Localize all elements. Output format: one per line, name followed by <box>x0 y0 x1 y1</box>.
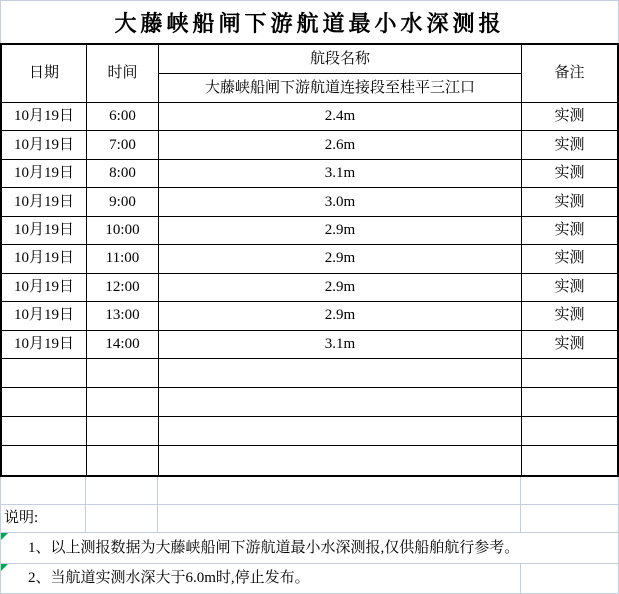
footer-notes-section <box>0 477 619 594</box>
empty-cell[interactable] <box>521 505 618 533</box>
depth-cell[interactable]: 3.1m <box>159 160 522 188</box>
remark-cell[interactable]: 实测 <box>522 131 617 159</box>
empty-cell[interactable] <box>522 359 617 388</box>
date-cell[interactable]: 10月19日 <box>2 160 87 188</box>
date-cell[interactable]: 10月19日 <box>2 302 87 330</box>
depth-cell[interactable]: 2.6m <box>159 131 522 159</box>
header-remark[interactable]: 备注 <box>522 45 617 103</box>
remark-cell[interactable]: 实测 <box>522 274 617 302</box>
empty-cell[interactable] <box>2 359 87 388</box>
empty-cell[interactable] <box>87 446 159 475</box>
empty-cell[interactable] <box>86 505 158 533</box>
empty-cell[interactable] <box>1 477 86 505</box>
depth-cell[interactable]: 2.9m <box>159 302 522 330</box>
remark-cell[interactable]: 实测 <box>522 217 617 245</box>
header-section-sub[interactable]: 大藤峡船闸下游航道连接段至桂平三江口 <box>159 74 522 103</box>
note-2[interactable] <box>1 564 521 593</box>
remark-cell[interactable]: 实测 <box>522 188 617 216</box>
notes-label[interactable]: 说明: <box>1 505 86 533</box>
time-cell[interactable]: 14:00 <box>87 331 159 359</box>
note-1-text: 1、以上测报数据为大藤峡船闸下游航道最小水深测报,仅供船舶航行参考。 <box>28 539 520 556</box>
empty-cell[interactable] <box>521 564 618 593</box>
empty-cell[interactable] <box>158 505 521 533</box>
depth-cell[interactable]: 2.9m <box>159 217 522 245</box>
empty-cell[interactable] <box>522 446 617 475</box>
empty-cell[interactable] <box>522 417 617 446</box>
empty-cell[interactable] <box>159 417 522 446</box>
time-cell[interactable]: 13:00 <box>87 302 159 330</box>
time-cell[interactable]: 6:00 <box>87 103 159 131</box>
time-cell[interactable]: 12:00 <box>87 274 159 302</box>
depth-cell[interactable]: 2.4m <box>159 103 522 131</box>
depth-cell[interactable]: 3.0m <box>159 188 522 216</box>
header-time[interactable]: 时间 <box>87 45 159 103</box>
remark-cell[interactable]: 实测 <box>522 103 617 131</box>
empty-cell[interactable] <box>2 417 87 446</box>
date-cell[interactable]: 10月19日 <box>2 217 87 245</box>
time-cell[interactable]: 8:00 <box>87 160 159 188</box>
time-cell[interactable]: 10:00 <box>87 217 159 245</box>
time-cell[interactable]: 11:00 <box>87 245 159 273</box>
date-cell[interactable]: 10月19日 <box>2 245 87 273</box>
time-cell[interactable]: 7:00 <box>87 131 159 159</box>
empty-cell[interactable] <box>87 388 159 417</box>
empty-cell[interactable] <box>2 446 87 475</box>
empty-cell[interactable] <box>159 388 522 417</box>
note-2-text: 2、当航道实测水深大于6.0m时,停止发布。 <box>28 570 310 586</box>
remark-cell[interactable]: 实测 <box>522 331 617 359</box>
water-depth-table <box>0 43 619 477</box>
date-cell[interactable]: 10月19日 <box>2 188 87 216</box>
depth-cell[interactable]: 2.9m <box>159 245 522 273</box>
cell-corner-marker-icon <box>1 564 8 571</box>
time-cell[interactable]: 9:00 <box>87 188 159 216</box>
date-cell[interactable]: 10月19日 <box>2 103 87 131</box>
cell-corner-marker-icon <box>1 533 8 540</box>
empty-cell[interactable] <box>87 417 159 446</box>
date-cell[interactable]: 10月19日 <box>2 331 87 359</box>
date-cell[interactable]: 10月19日 <box>2 274 87 302</box>
header-section[interactable]: 航段名称 <box>159 45 522 74</box>
empty-cell[interactable] <box>522 388 617 417</box>
header-date[interactable]: 日期 <box>2 45 87 103</box>
report-title: 大藤峡船闸下游航道最小水深测报 <box>0 0 619 43</box>
empty-cell[interactable] <box>158 477 521 505</box>
empty-cell[interactable] <box>159 359 522 388</box>
depth-cell[interactable]: 2.9m <box>159 274 522 302</box>
empty-cell[interactable] <box>86 477 158 505</box>
note-1[interactable] <box>1 533 618 564</box>
date-cell[interactable]: 10月19日 <box>2 131 87 159</box>
empty-cell[interactable] <box>521 477 618 505</box>
remark-cell[interactable]: 实测 <box>522 245 617 273</box>
remark-cell[interactable]: 实测 <box>522 302 617 330</box>
empty-cell[interactable] <box>159 446 522 475</box>
empty-cell[interactable] <box>2 388 87 417</box>
remark-cell[interactable]: 实测 <box>522 160 617 188</box>
depth-cell[interactable]: 3.1m <box>159 331 522 359</box>
empty-cell[interactable] <box>87 359 159 388</box>
